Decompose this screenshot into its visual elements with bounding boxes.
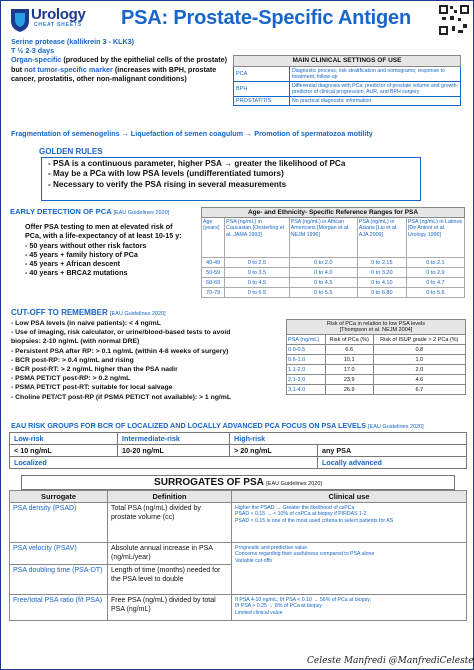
list-item: - PSA is a continuous parameter, higher PSA → greater the likelihood of PCa [48,159,414,169]
early-detection-heading: EARLY DETECTION OF PCA [EAU Guidelines 2020] [10,207,170,216]
low-psa-risk-table: Risk of PCa in relation to low PSA levels [Thompson et al. NEJM 2004] PSA (ng/mL) Risk of PCa (%) Risk of ISUP grade > 2 PCa (%) 0.0-0.5 6.6 0.8 0.6-1.0 10.1 1.0 1.1-2.0 17.0 2.0 2.1-3.0 23.9 4.6 3.1-4.0 26.9 6.7 [286,319,466,395]
intro-halflife: T ½ 2-3 days [11,46,55,56]
table-row: 60-69 0 to 4.5 0 to 4.5 0 to 4.10 0 to 4.7 [202,278,465,288]
table-row: 1.1-2.0 17.0 2.0 [287,365,466,375]
table-row: 2.1-3.0 23.9 4.6 [287,375,466,385]
table-row: BPH Differential diagnosis with PCa; predictor of prostate volume and growth; predictor of clinical progression, AUR, and BPH surgery [234,82,461,97]
page-title: PSA: Prostate-Specific Antigen [121,7,411,29]
table-row: 40-49 0 to 2.5 0 to 2.0 0 to 2.15 0 to 2.1 [202,258,465,268]
surrogates-table: Surrogate Definition Clinical use PSA density (PSAD) Total PSA (ng/mL) divided by prostate volume (cc) Higher the PSAD → Greater the likelihood of csPCa PSAD < 0.15 → < 10% of csPCa at biopsy if PIRDAS 1-2 PSAD < 0.15 is one of the most used criteria to select patients for AS PSA velocity (PSAV) Absolute annual increase in PSA (ng/mL/year) Prognostic and predictive value Concerns regarding their usefulness compared to PSA alone Variable cut-offs PSA doubling time (PSA-DT) Length of time (months) needed for the PSA level to double Free/total PSA ratio (f/t PSA) Free PSA (ng/mL) divided by total PSA (ng/mL) If PSA 4-10 ng/mL; f/t PSA < 0.10 → 56% of PCa at biopsy; f/t PSA > 0.25 → 8% of PCa at biopsy Limited clinical value [9,490,467,621]
shield-logo-icon [9,7,31,33]
logo-subtitle: CHEAT SHEETS [34,22,82,28]
intro-organ-specific: Organ-specific (produced by the epithelial cells of the prostate) but not tumor-specific marker (increases with BPH, prostate cancer, prostatitis, other non-malignant conditions) [11,55,228,83]
intro-block [11,37,231,83]
cutoff-heading: CUT-OFF TO REMEMBER [EAU Guidelines 2020] [11,308,166,317]
golden-rules-heading: GOLDEN RULES [39,147,103,156]
table-row: 3.1-4.0 26.9 6.7 [287,385,466,395]
surrogates-title: SURROGATES OF PSA [EAU Guidelines 2020] [21,475,455,490]
qr-code-icon[interactable] [438,4,470,36]
table-row: 0.0-0.5 6.6 0.8 [287,345,466,355]
cutoff-list: - Low PSA levels (in naive patients): < 4 ng/mL - Use of imaging, risk calculator, or urine/blood-based tests to avoid biopsies: 2-10 ng/mL (with normal DRE) - Persistent PSA after RP: > 0.1 ng/mL (within 4-8 weeks of surgery) - BCR post-RP: > 0.4 ng/mL and rising - BCR post-RT: > 2 ng/mL higher than the PSA nadir - PSMA PET/CT post-RP: > 0.2 ng/mL - PSMA PET/CT post-RT: suitable for local salvage - Choline PET/CT post-RP (if PSMA PET/CT not available): > 1 ng/mL [11,320,231,401]
table-row: PSA doubling time (PSA-DT) Length of time (months) needed for the PSA level to double [10,565,467,595]
table-row: 70-79 0 to 6.5 0 to 5.5 0 to 6.80 0 to 5.6 [202,288,465,298]
table-row: PSA density (PSAD) Total PSA (ng/mL) divided by prostate volume (cc) Higher the PSAD → Greater the likelihood of csPCa PSAD < 0.15 → < 10% of csPCa at biopsy if PIRDAS 1-2 PSAD < 0.15 is one of the most used criteria to select patients for AS [10,503,467,543]
table-row: PCA Diagnostic process; risk stratification and nomograms; response to treatment; follow-up [234,67,461,82]
clinical-settings-table [233,55,461,106]
list-item: - May be a PCa with low PSA levels (undifferentiated tumors) [48,169,414,179]
table-row: PROSTATITIS No practical diagnostic information [234,97,461,106]
table-row: PSA velocity (PSAV) Absolute annual increase in PSA (ng/mL/year) Prognostic and predictive value Concerns regarding their usefulness compared to PSA alone Variable cut-offs [10,543,467,565]
settings-title: MAIN CLINICAL SETTINGS OF USE [234,56,461,67]
eau-risk-heading: EAU RISK GROUPS FOR BCR OF LOCALIZED AND LOCALLY ADVANCED PCA FOCUS ON PSA LEVELS [EAU Guidelines 2020] [11,421,424,430]
table-row: 0.6-1.0 10.1 1.0 [287,355,466,365]
early-detection-body: Offer PSA testing to men at elevated risk of PCa, with a life-expectancy of at least 10-15 y: - 50 years without other risk factors - 45 years + family history of PCa - 45 years + African descent - 40 years + BRCA2 mutations [25,222,182,278]
list-item: - Necessary to verify the PSA rising in several measurements [48,180,414,190]
logo-wordmark: Urology [31,6,86,23]
reference-ranges-table: Age- and Ethnicity- Specific Reference Ranges for PSA Age (years) PSA (ng/mL) in Caucasian [Oesterling et al. JAMA 1993] PSA (ng/mL) in African Americans [Morgan et al. NEJM 1996] PSA (ng/mL) in Asians [Liu et al. AJA 2009] PSA (ng/mL) in Latinos [De Antoni et al. Urology 1996] 40-49 0 to 2.5 0 to 2.0 0 to 2.15 0 to 2.1 50-59 0 to 3.5 0 to 4.0 0 to 3.20 0 to 2.9 60-69 0 to 4.5 0 to 4.5 0 to 4.10 0 to 4.7 70-79 0 to 6.5 0 to 5.5 0 to 6.80 0 to 5.6 [201,207,465,298]
table-row: 50-59 0 to 3.5 0 to 4.0 0 to 3.20 0 to 2.9 [202,268,465,278]
golden-rules-box [41,157,421,201]
fragmentation-line: Fragmentation of semenogelins → Liquefaction of semen coagulum → Promotion of spermatozoa motility [11,129,373,138]
intro-protease: Serine protease (kallikrein 3 - KLK3) [11,37,135,46]
author-credit: Celeste Manfredi @ManfrediCeleste [307,656,474,666]
table-row: Free/total PSA ratio (f/t PSA) Free PSA (ng/mL) divided by total PSA (ng/mL) If PSA 4-10 ng/mL; f/t PSA < 0.10 → 56% of PCa at biopsy; f/t PSA > 0.25 → 8% of PCa at biopsy Limited clinical value [10,595,467,621]
eau-risk-groups-table: Low-risk Intermediate-risk High-risk < 10 ng/mL 10-20 ng/mL > 20 ng/mL any PSA Localized Locally advanced [9,432,467,469]
